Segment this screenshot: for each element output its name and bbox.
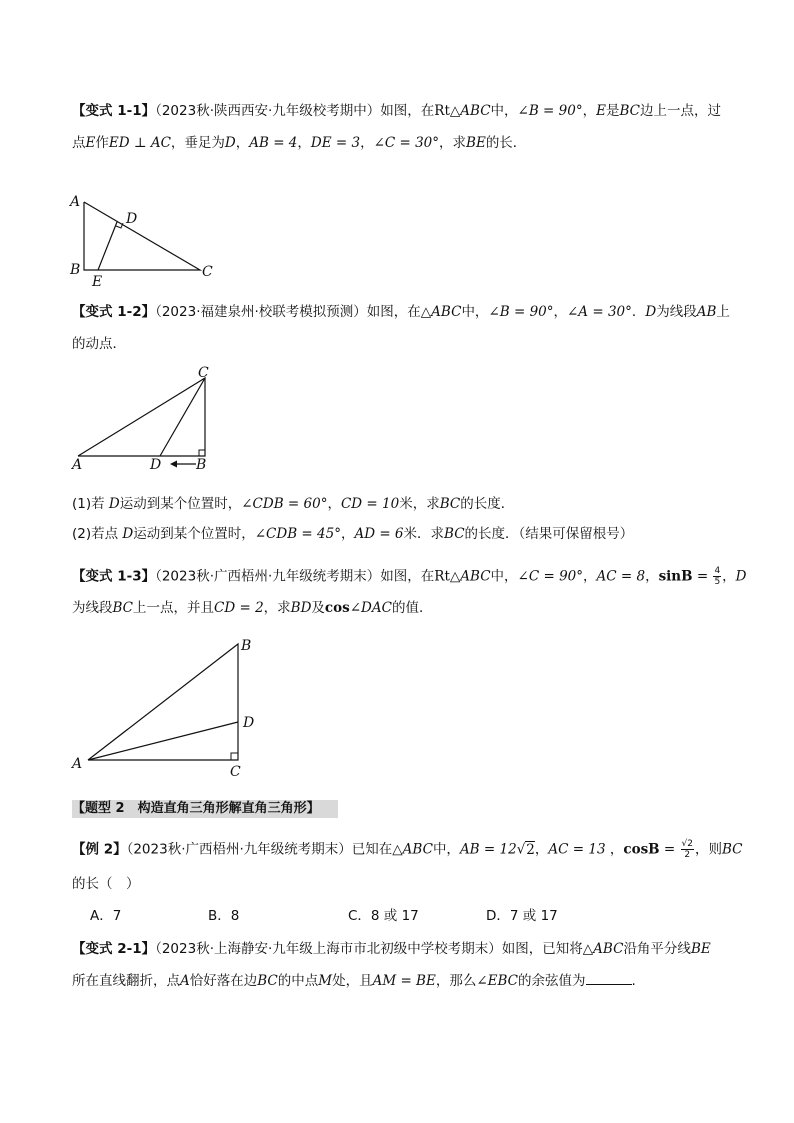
label-a: A [72,756,83,772]
math: DE = 3 [310,135,361,151]
math: AC = 8 [596,568,646,585]
example-2-line-1 [72,839,742,860]
right-angle-mark [199,450,205,456]
right-angle-mark [231,753,238,760]
math: sinB [658,568,693,585]
math: Rt [434,103,450,119]
variant-1-1-line-2 [72,133,526,153]
math: cos [324,600,350,616]
text: 的值． [391,600,433,616]
label-a: A [70,194,81,210]
label-c: C [198,365,209,381]
text: ， [582,103,597,119]
sqrt-sign: √ [516,841,526,858]
text: (1)若 [72,496,109,512]
label-b: B [196,457,207,473]
math: AC = 13 [548,841,606,858]
segment-cd [160,378,205,456]
variant-1-2-part-1 [72,494,514,514]
math: BC [257,973,278,989]
text: ，则 [694,841,722,858]
variant-2-1-line-2 [72,970,636,991]
fraction [713,566,721,587]
math: △ABC [449,568,491,585]
text: 中， [490,568,518,585]
math: D [122,526,134,542]
text: ，求 [439,135,467,151]
variant-1-3-line-1 [72,566,747,587]
math: A [180,973,190,989]
math: cosB [623,841,660,858]
source: （2023秋·广西梧州·九年级统考期末） [126,841,352,858]
text: 如图，在 [380,568,435,585]
math: ∠C = 90° [517,568,583,585]
example-tag: 【例 2】 [72,841,127,858]
math: BC [721,841,743,858]
math: ∠CDB = 60° [241,496,328,512]
text: 运动到某个位置时， [119,496,242,512]
text: 作 [95,135,109,151]
variant-1-2-line-1 [72,302,730,322]
numerator: √2 [681,839,693,849]
text: 米，求 [399,496,440,512]
variant-1-2-part-2 [72,524,633,544]
fraction [681,839,694,860]
text: 如图，在 [380,103,435,119]
variant-1-2-line-2: 的动点． [72,336,126,352]
text: 的长． [485,135,527,151]
math: D [108,496,120,512]
math: AB = 4 [249,135,298,151]
text: ，求 [263,600,291,616]
math: ED ⊥ AC [108,135,171,151]
variant-tag: 【变式 1-3】 [72,568,156,585]
math: E [85,135,96,151]
text: 为线段 [656,304,697,320]
math: D [645,304,657,320]
label-b: B [70,262,81,278]
triangle-abc [78,378,205,456]
math: ∠B = 90° [517,103,583,119]
variant-1-3-line-2 [72,598,432,618]
math: BE [466,135,486,151]
text: 的长度．（结果可保留根号） [464,526,634,542]
math: ∠DAC [349,600,392,616]
text: 沿角平分线 [623,941,691,957]
text: 中， [490,103,518,119]
math: AM = BE [372,973,436,989]
math: ∠B = 90° [488,304,554,320]
text: 中， [432,841,460,858]
label-c: C [230,764,241,780]
variant-1-1-line-1 [72,101,721,121]
variant-tag: 【变式 2-1】 [72,941,156,957]
math: ∠EBC [476,973,519,989]
math: ∠CDB = 45° [254,526,341,542]
label-d: D [243,715,255,731]
text: 点 [72,135,86,151]
math: AB = 12 [459,841,517,858]
option-d[interactable]: D．7 或 17 [486,908,558,924]
text: 边上一点，过 [639,103,721,119]
text: ，那么 [435,973,477,989]
math: D [735,568,747,585]
text: 已知在 [351,841,393,858]
text: 如图，在 [366,304,421,320]
math: AB [696,304,717,320]
math: △ABC [449,103,491,119]
math: BD [290,600,312,616]
arrow-left-icon [170,461,177,468]
variant-tag: 【变式 1-2】 [72,304,156,320]
option-b[interactable]: B．8 [208,908,240,924]
label-d: D [150,457,162,473]
segment-ad [88,722,238,760]
math: BC [439,496,461,512]
label-a: A [72,457,83,473]
text: ， [583,568,597,585]
triangle-abc [88,644,238,760]
text: 恰好落在边 [189,973,258,989]
text: 的中点 [277,973,319,989]
math: BC [112,600,134,616]
text: ， [553,304,567,320]
text: ， [360,135,374,151]
denominator: 5 [714,577,721,587]
source: （2023秋·广西梧州·九年级统考期末） [155,568,381,585]
option-c[interactable]: C．8 或 17 [348,908,419,924]
math: M [318,973,333,989]
text: 的余弦值为 [518,973,586,989]
math: CD = 2 [214,600,264,616]
section-heading: 【题型 2 构造直角三角形解直角三角形】 [72,800,338,818]
text: ， [534,841,549,858]
text: 中， [461,304,489,320]
label-d: D [126,211,138,227]
math: BC [619,103,640,119]
math: △ABC [582,941,624,957]
denominator: 2 [684,850,691,860]
math: △ABC [392,841,433,858]
text: 处，且 [332,973,373,989]
figure-3-triangle [60,630,280,780]
text: . [631,973,636,989]
variant-tag: 【变式 1-1】 [72,103,156,119]
text: 为线段 [72,600,113,616]
math: AD = 6 [354,526,404,542]
math: = [692,568,713,585]
text: 如图，已知将 [501,941,583,957]
label-c: C [202,264,213,280]
math: E [596,103,606,119]
text: 上一点，并且 [133,600,215,616]
text: ， [645,568,659,585]
figure-2-triangle [60,365,230,475]
example-2-line-2: 的长（ ） [72,876,140,892]
text: ， [722,568,736,585]
math: BE [690,941,711,957]
text: 是 [605,103,620,119]
math: ∠A = 30° [567,304,632,320]
text: ， [297,135,311,151]
math: D [224,135,236,151]
math: = [659,841,680,858]
label-b: B [241,638,252,654]
text: ，垂足为 [170,135,225,151]
text: (2)若点 [72,526,123,542]
text: 的长度． [460,496,515,512]
text: 上 [716,304,730,320]
source: （2023秋·上海静安·九年级上海市市北初级中学校考期末） [155,941,502,957]
variant-2-1-line-1 [72,939,711,959]
label-e: E [92,274,103,290]
segment-ed [98,222,117,270]
text: 米．求 [403,526,445,542]
text: ， [340,526,355,542]
source: （2023秋·陕西西安·九年级校考期中） [155,103,381,119]
text: 运动到某个位置时， [133,526,255,542]
math: Rt [434,568,450,585]
figure-1-triangle [60,190,230,290]
answer-blank[interactable] [586,970,632,985]
text: ， [327,496,341,512]
math: CD = 10 [340,496,400,512]
numerator: 4 [714,566,721,576]
math: BC [444,526,465,542]
option-a[interactable]: A．7 [90,908,122,924]
text: 所在直线翻折，点 [72,973,180,989]
text: ， [235,135,250,151]
radicand: 2 [526,841,535,858]
text: ． [631,304,646,320]
math: ∠C = 30° [373,135,440,151]
text: ， [605,841,624,858]
source: （2023·福建泉州·校联考模拟预测） [155,304,367,320]
text: 及 [311,600,325,616]
math: △ABC [420,304,462,320]
